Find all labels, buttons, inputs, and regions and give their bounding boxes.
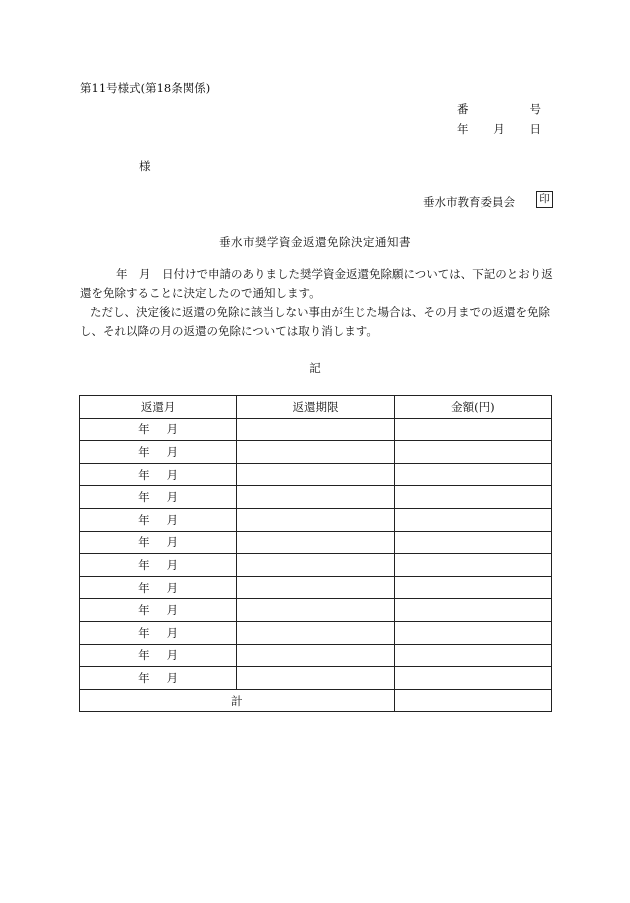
amount-cell: [394, 554, 551, 577]
table-row: [80, 599, 552, 622]
amount-cell: [394, 599, 551, 622]
amount-cell: [394, 508, 551, 531]
year-label: 年: [138, 490, 150, 505]
deadline-cell: [237, 486, 394, 509]
table-row: [80, 508, 552, 531]
deadline-cell: [237, 463, 394, 486]
month-label: 月: [166, 467, 179, 482]
deadline-cell: [237, 554, 394, 577]
month-label: 月: [166, 648, 179, 663]
amount-cell: [394, 441, 551, 464]
notice-body: [80, 265, 555, 341]
month-cell: [80, 667, 237, 690]
month-label: 月: [166, 512, 179, 527]
month-cell: [80, 599, 237, 622]
month-cell: [80, 644, 237, 667]
body-paragraph-1: 年 月 日付けで申請のありました奨学資金返還免除願については、下記のとおり返還を免除することに決定したので通知します。: [80, 267, 553, 300]
table-row: [80, 418, 552, 441]
amount-cell: [394, 418, 551, 441]
year-label: 年: [138, 512, 150, 527]
year-label: 年: [138, 670, 150, 685]
total-row: [80, 689, 552, 712]
month-label: 月: [166, 490, 179, 505]
deadline-cell: [237, 576, 394, 599]
issue-date-line: [457, 121, 541, 137]
amount-cell: [394, 621, 551, 644]
month-cell: [80, 418, 237, 441]
date-day-label: 日: [529, 122, 541, 136]
month-label: 月: [166, 603, 179, 618]
date-month-label: 月: [493, 122, 505, 136]
year-label: 年: [138, 535, 150, 550]
month-cell: [80, 554, 237, 577]
year-label: 年: [138, 648, 150, 663]
deadline-cell: [237, 418, 394, 441]
month-cell: [80, 576, 237, 599]
total-amount-cell: [394, 689, 551, 712]
month-label: 月: [166, 444, 179, 459]
deadline-cell: [237, 667, 394, 690]
table-row: [80, 644, 552, 667]
month-cell: [80, 463, 237, 486]
amount-cell: [394, 531, 551, 554]
year-label: 年: [138, 467, 150, 482]
table-row: [80, 463, 552, 486]
month-cell: [80, 508, 237, 531]
date-year-label: 年: [457, 122, 469, 136]
repayment-table: [79, 395, 552, 712]
ki-heading: 記: [309, 361, 321, 375]
month-label: 月: [166, 557, 179, 572]
addressee-suffix: 様: [139, 159, 151, 173]
table-row: [80, 486, 552, 509]
deadline-cell: [237, 441, 394, 464]
table-header-row: [80, 396, 552, 419]
body-paragraph-2: ただし、決定後に返還の免除に該当しない事由が生じた場合は、その月までの返還を免除し、それ以降の月の返還の免除については取り消します。: [80, 305, 550, 338]
amount-cell: [394, 486, 551, 509]
amount-cell: [394, 576, 551, 599]
month-label: 月: [166, 422, 179, 437]
month-label: 月: [166, 535, 179, 550]
table-row: [80, 576, 552, 599]
month-label: 月: [166, 625, 179, 640]
month-cell: [80, 486, 237, 509]
header-repayment-month: 返還月: [80, 396, 237, 419]
month-label: 月: [166, 580, 179, 595]
table-row: [80, 441, 552, 464]
month-cell: [80, 531, 237, 554]
deadline-cell: [237, 508, 394, 531]
table-row: [80, 621, 552, 644]
month-label: 月: [166, 670, 179, 685]
year-label: 年: [138, 444, 150, 459]
total-label: 計: [80, 689, 395, 712]
header-repayment-deadline: 返還期限: [237, 396, 394, 419]
year-label: 年: [138, 422, 150, 437]
number-label-ban: 番: [457, 102, 469, 116]
issuer-name: 垂水市教育委員会: [423, 195, 515, 209]
year-label: 年: [138, 625, 150, 640]
month-cell: [80, 621, 237, 644]
seal-mark: 印: [536, 191, 553, 208]
year-label: 年: [138, 557, 150, 572]
deadline-cell: [237, 531, 394, 554]
amount-cell: [394, 644, 551, 667]
year-label: 年: [138, 603, 150, 618]
table-row: [80, 667, 552, 690]
year-label: 年: [138, 580, 150, 595]
month-cell: [80, 441, 237, 464]
table-row: [80, 554, 552, 577]
amount-cell: [394, 463, 551, 486]
deadline-cell: [237, 599, 394, 622]
document-title: 垂水市奨学資金返還免除決定通知書: [219, 235, 411, 249]
document-number-line: [457, 101, 541, 117]
form-number: 第11号様式(第18条関係): [80, 81, 211, 95]
table-row: [80, 531, 552, 554]
number-label-go: 号: [529, 102, 541, 116]
deadline-cell: [237, 644, 394, 667]
deadline-cell: [237, 621, 394, 644]
header-amount: 金額(円): [394, 396, 551, 419]
amount-cell: [394, 667, 551, 690]
